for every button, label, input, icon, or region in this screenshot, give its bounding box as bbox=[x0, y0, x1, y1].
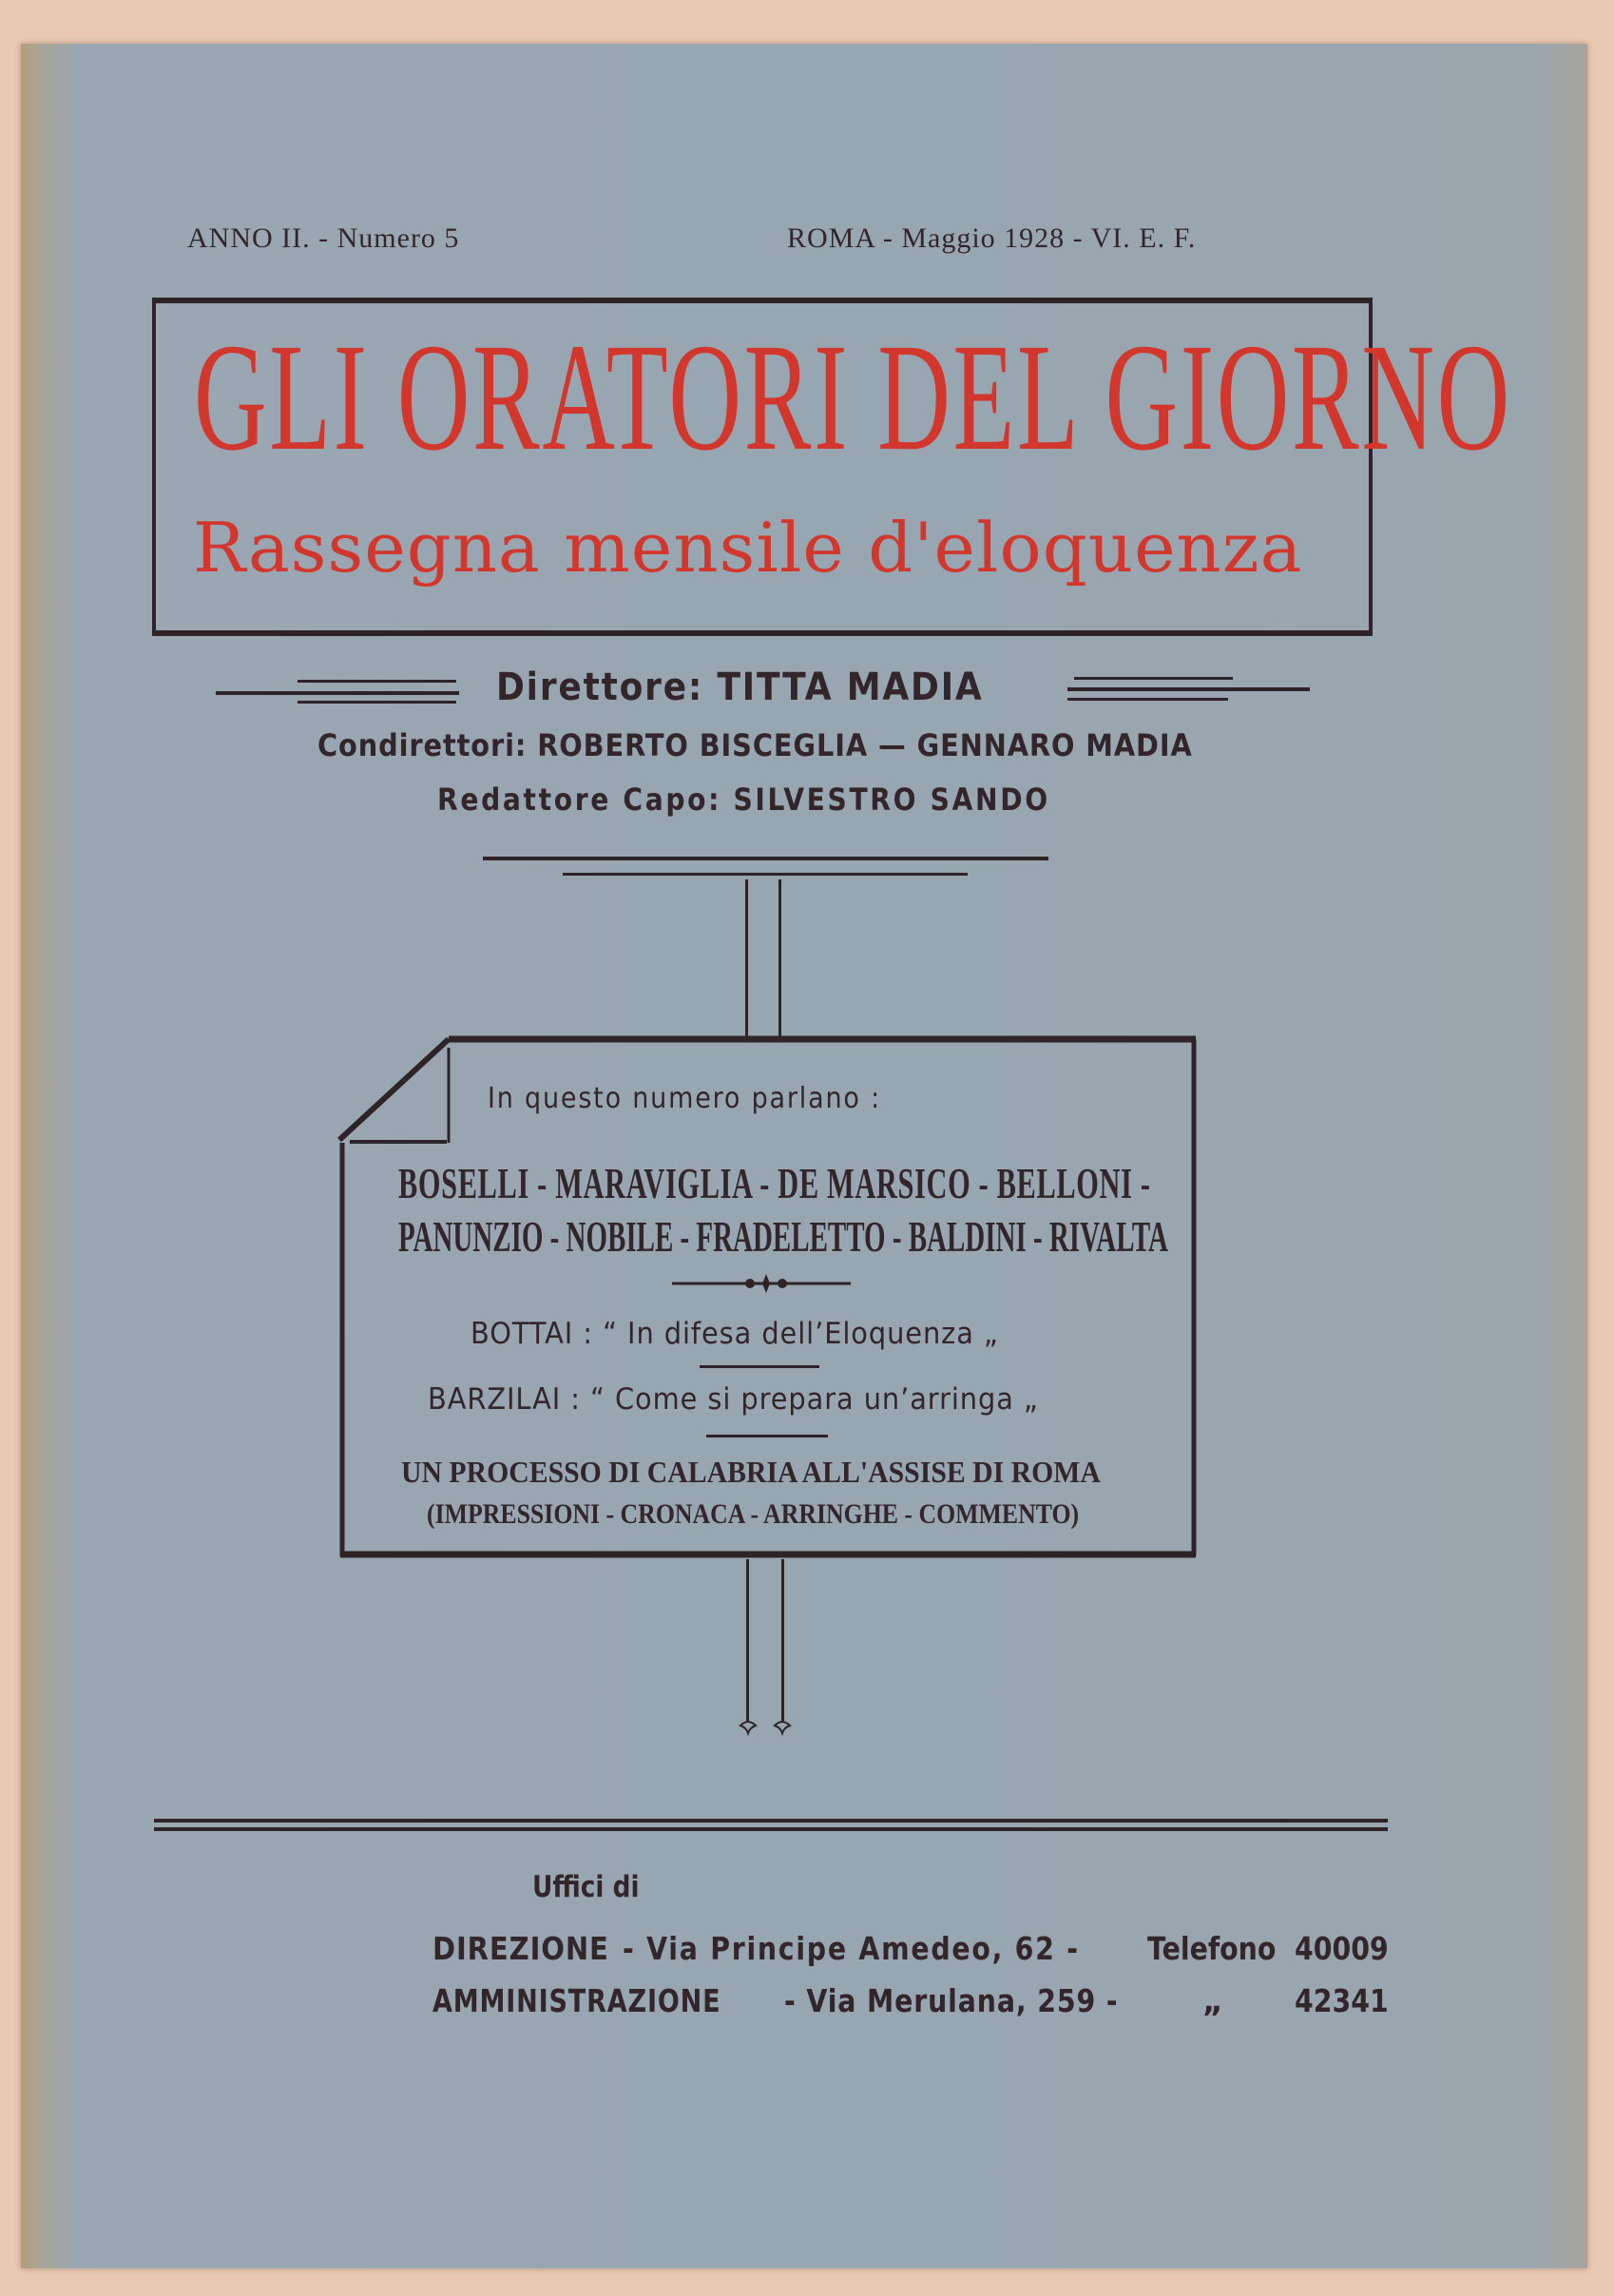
magazine-subtitle: Rassegna mensile d'eloquenza bbox=[193, 508, 1303, 588]
ornament-divider bbox=[670, 1271, 853, 1296]
right-rule-decoration bbox=[1067, 687, 1310, 691]
footer-double-rule bbox=[154, 1819, 1388, 1823]
right-rule-decoration bbox=[1074, 677, 1233, 680]
director-line: Direttore: TITTA MADIA bbox=[496, 666, 984, 709]
divider-rule bbox=[563, 873, 968, 876]
post-feet-ornament bbox=[737, 1716, 794, 1741]
article-bottai: BOTTAI : “ In difesa dell’Eloquenza „ bbox=[471, 1317, 999, 1351]
article-barzilai: BARZILAI : “ Come si prepara un’arringa „ bbox=[428, 1382, 1039, 1417]
footer-double-rule bbox=[154, 1827, 1388, 1831]
office-address: - Via Merulana, 259 - bbox=[784, 1982, 1119, 2019]
phone-number: 42341 bbox=[1295, 1982, 1389, 2019]
feature-subtitle: (IMPRESSIONI - CRONACA - ARRINGHE - COMMENTO) bbox=[427, 1498, 1080, 1530]
phone-number: 40009 bbox=[1295, 1930, 1389, 1967]
office-address: - Via Principe Amedeo, 62 - bbox=[623, 1930, 1080, 1967]
speakers-line-2: PANUNZIO - NOBILE - FRADELETTO - BALDINI - RIVALTA bbox=[398, 1212, 1168, 1261]
post-line bbox=[746, 1559, 749, 1721]
offices-heading: Uffici di bbox=[532, 1870, 640, 1904]
phone-ditto-mark: „ bbox=[1202, 1982, 1223, 2019]
divider-rule bbox=[483, 857, 1048, 860]
short-divider bbox=[706, 1435, 828, 1437]
post-line bbox=[778, 879, 781, 1039]
phone-label: Telefono bbox=[1147, 1930, 1277, 1967]
office-row-amministrazione bbox=[432, 1982, 1393, 2020]
left-rule-decoration bbox=[298, 680, 456, 683]
speakers-line-1: BOSELLI - MARAVIGLIA - DE MARSICO - BELLONI - bbox=[398, 1159, 1151, 1207]
right-rule-decoration bbox=[1067, 698, 1228, 701]
issue-date: ROMA - Maggio 1928 - VI. E. F. bbox=[787, 222, 1197, 254]
office-name: DIREZIONE bbox=[432, 1930, 609, 1967]
post-line bbox=[781, 1559, 784, 1721]
co-directors-line: Condirettori: ROBERTO BISCEGLIA — GENNARO MADIA bbox=[317, 727, 1193, 763]
chief-editor-line: Redattore Capo: SILVESTRO SANDO bbox=[437, 781, 1050, 818]
short-divider bbox=[700, 1365, 819, 1368]
contents-intro: In questo numero parlano : bbox=[488, 1082, 881, 1115]
office-name: AMMINISTRAZIONE bbox=[432, 1982, 721, 2019]
left-rule-decoration bbox=[298, 701, 456, 704]
magazine-title: GLI ORATORI DEL GIORNO bbox=[194, 313, 1512, 483]
issue-number: ANNO II. - Numero 5 bbox=[187, 222, 460, 254]
feature-title: UN PROCESSO DI CALABRIA ALL'ASSISE DI ROMA bbox=[401, 1455, 1101, 1489]
post-line bbox=[745, 879, 748, 1039]
office-row-direzione bbox=[432, 1930, 1393, 1968]
left-rule-decoration bbox=[216, 691, 459, 695]
